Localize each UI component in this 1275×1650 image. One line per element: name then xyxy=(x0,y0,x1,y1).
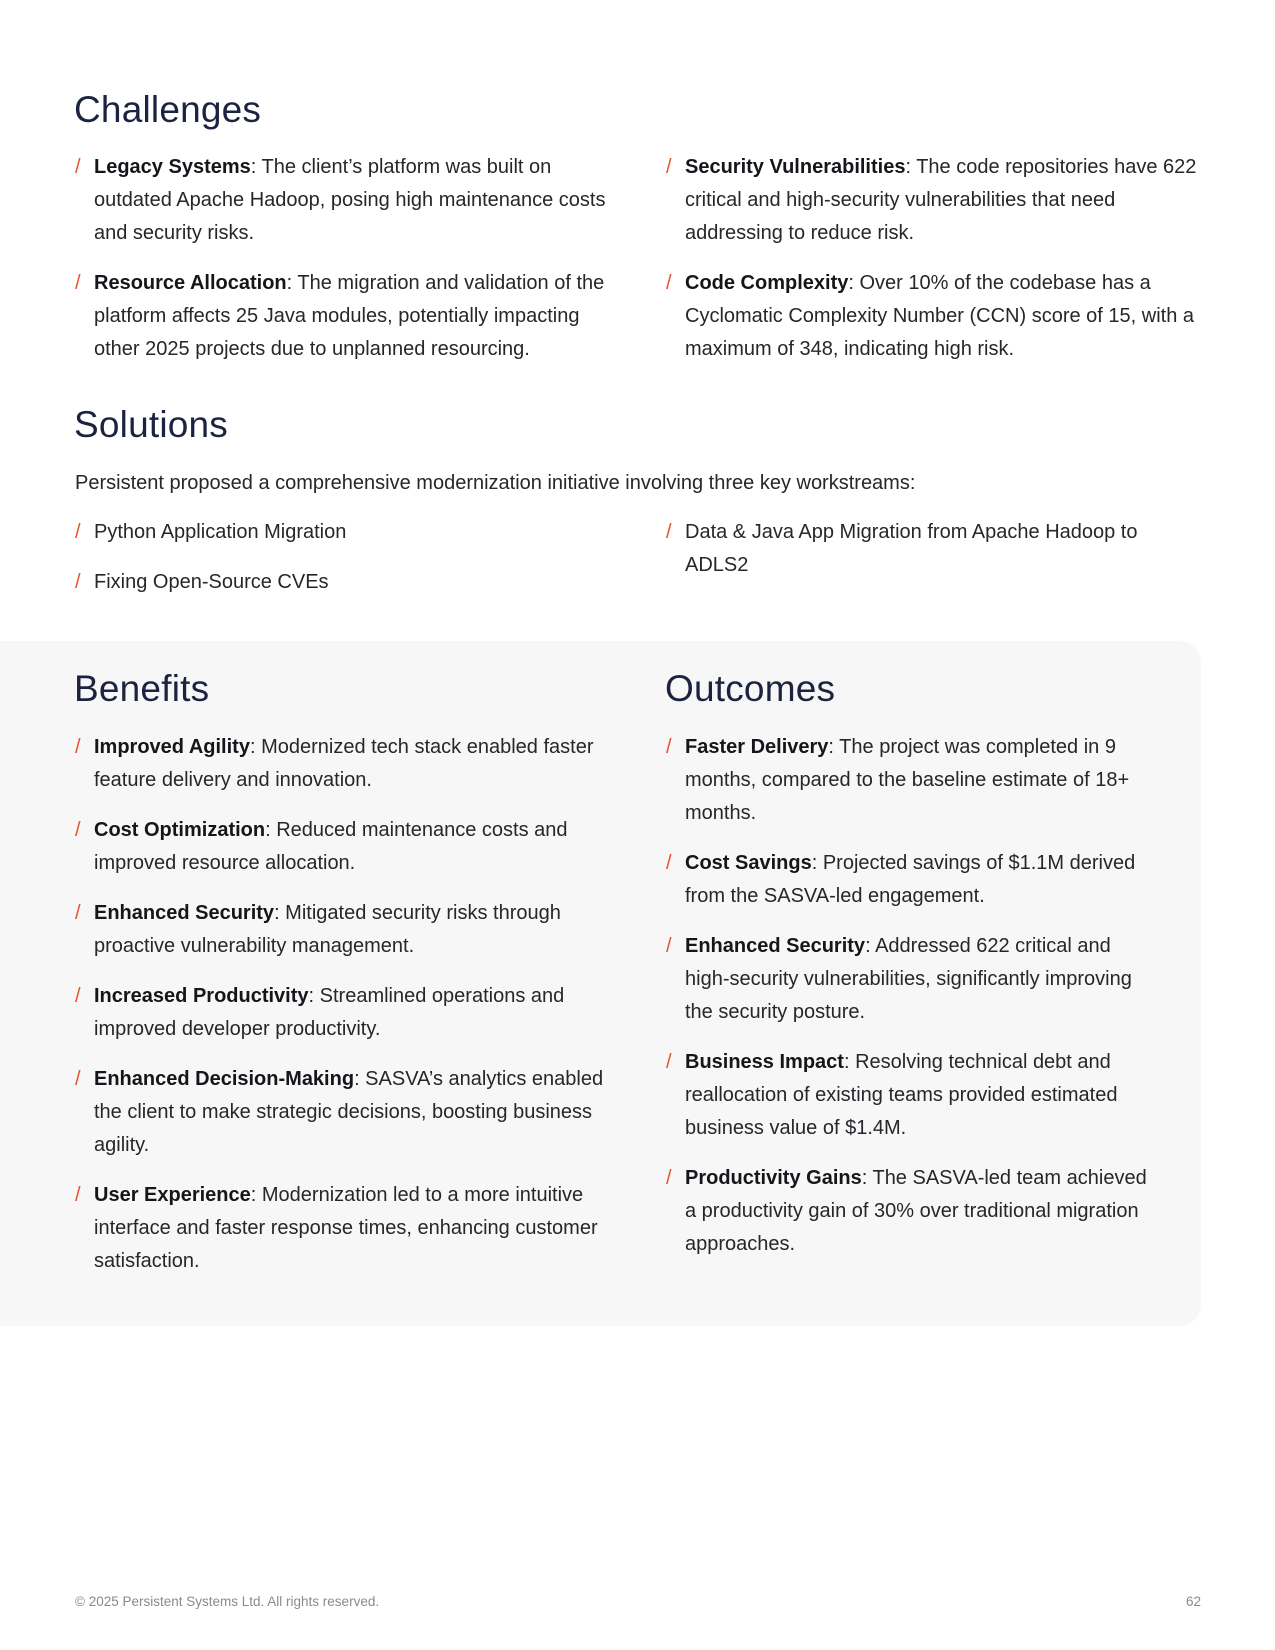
slash-bullet-icon: / xyxy=(75,819,81,841)
item-text: : The code repositories have 622 critical and high-security vulnerabilities that need addressing to reduce risk. xyxy=(685,156,1197,244)
item-text: : The client’s platform was built on outdated Apache Hadoop, posing high maintenance costs and security risks. xyxy=(94,156,606,244)
list-item xyxy=(666,516,1176,582)
item-text: : Resolving technical debt and reallocation of existing teams provided estimated business value of $1.4M. xyxy=(685,1051,1118,1139)
list-item xyxy=(666,151,1206,250)
item-text: : SASVA’s analytics enabled the client to make strategic decisions, boosting business agility. xyxy=(94,1068,604,1156)
list-item xyxy=(75,267,615,366)
item-text: : Reduced maintenance costs and improved resource allocation. xyxy=(94,819,568,874)
item-term: Resource Allocation xyxy=(94,272,287,294)
slash-bullet-icon: / xyxy=(75,156,81,178)
slash-bullet-icon: / xyxy=(75,571,81,593)
list-item xyxy=(75,516,615,549)
item-term: Faster Delivery xyxy=(685,736,829,758)
list-item xyxy=(75,731,615,797)
slash-bullet-icon: / xyxy=(666,1051,672,1073)
list-item xyxy=(666,1162,1156,1261)
slash-bullet-icon: / xyxy=(75,1068,81,1090)
item-text: : Streamlined operations and improved developer productivity. xyxy=(94,985,565,1040)
list-item xyxy=(666,1046,1156,1145)
list-item xyxy=(75,897,615,963)
item-term: Enhanced Security xyxy=(94,902,275,924)
solutions-title: Solutions xyxy=(74,404,229,445)
footer-copyright: © 2025 Persistent Systems Ltd. All rights reserved. xyxy=(75,1594,380,1609)
list-item xyxy=(75,1063,615,1162)
slash-bullet-icon: / xyxy=(666,852,672,874)
item-term: Code Complexity xyxy=(685,272,849,294)
item-term: Improved Agility xyxy=(94,736,250,758)
list-item xyxy=(75,814,615,880)
benefits-list xyxy=(75,731,615,1295)
list-item xyxy=(666,731,1156,830)
item-text: : Mitigated security risks through proactive vulnerability management. xyxy=(94,902,561,957)
slash-bullet-icon: / xyxy=(666,1167,672,1189)
slash-bullet-icon: / xyxy=(666,521,672,543)
item-text: : Modernization led to a more intuitive interface and faster response times, enhancing customer satisfaction. xyxy=(94,1184,598,1272)
item-term: Productivity Gains xyxy=(685,1167,862,1189)
slash-bullet-icon: / xyxy=(75,272,81,294)
list-item xyxy=(666,930,1156,1029)
item-text: : Over 10% of the codebase has a Cyclomatic Complexity Number (CCN) score of 15, with a maximum of 348, indicating high risk. xyxy=(685,272,1195,360)
solutions-left-column xyxy=(75,516,615,616)
slash-bullet-icon: / xyxy=(666,156,672,178)
solutions-right-column xyxy=(666,516,1176,599)
slash-bullet-icon: / xyxy=(666,272,672,294)
item-term: Security Vulnerabilities xyxy=(685,156,906,178)
item-term: Enhanced Decision-Making xyxy=(94,1068,355,1090)
slash-bullet-icon: / xyxy=(666,736,672,758)
item-text: : The project was completed in 9 months, compared to the baseline estimate of 18+ months. xyxy=(685,736,1130,824)
slash-bullet-icon: / xyxy=(75,902,81,924)
item-text: : Projected savings of $1.1M derived from the SASVA-led engagement. xyxy=(685,852,1136,907)
page-number: 62 xyxy=(1185,1594,1201,1609)
list-item xyxy=(75,151,615,250)
challenges-left-column xyxy=(75,151,615,383)
slash-bullet-icon: / xyxy=(75,1184,81,1206)
slash-bullet-icon: / xyxy=(666,935,672,957)
list-item xyxy=(75,566,615,599)
item-term: Legacy Systems xyxy=(94,156,251,178)
outcomes-title: Outcomes xyxy=(665,668,836,709)
item-text: : The migration and validation of the platform affects 25 Java modules, potentially impacting other 2025 projects due to unplanned resourcing. xyxy=(94,272,605,360)
solutions-intro: Persistent proposed a comprehensive modernization initiative involving three key workstreams: xyxy=(75,472,916,494)
item-term: Enhanced Security xyxy=(685,935,866,957)
outcomes-list xyxy=(666,731,1156,1278)
item-text: Data & Java App Migration from Apache Hadoop to ADLS2 xyxy=(685,521,1138,576)
slash-bullet-icon: / xyxy=(75,985,81,1007)
slash-bullet-icon: / xyxy=(75,736,81,758)
item-term: User Experience xyxy=(94,1184,251,1206)
item-text: : Addressed 622 critical and high-security vulnerabilities, significantly improving the security posture. xyxy=(685,935,1132,1023)
list-item xyxy=(75,1179,615,1278)
challenges-title: Challenges xyxy=(74,89,262,130)
benefits-title: Benefits xyxy=(74,668,210,709)
item-term: Cost Savings xyxy=(685,852,812,874)
item-text: Fixing Open-Source CVEs xyxy=(94,571,329,593)
item-term: Cost Optimization xyxy=(94,819,266,841)
list-item xyxy=(666,847,1156,913)
item-text: : Modernized tech stack enabled faster feature delivery and innovation. xyxy=(94,736,594,791)
list-item xyxy=(75,980,615,1046)
item-text: Python Application Migration xyxy=(94,521,347,543)
item-term: Business Impact xyxy=(685,1051,844,1073)
item-text: : The SASVA-led team achieved a productivity gain of 30% over traditional migration approaches. xyxy=(685,1167,1147,1255)
item-term: Increased Productivity xyxy=(94,985,309,1007)
slash-bullet-icon: / xyxy=(75,521,81,543)
list-item xyxy=(666,267,1206,366)
challenges-right-column xyxy=(666,151,1206,383)
